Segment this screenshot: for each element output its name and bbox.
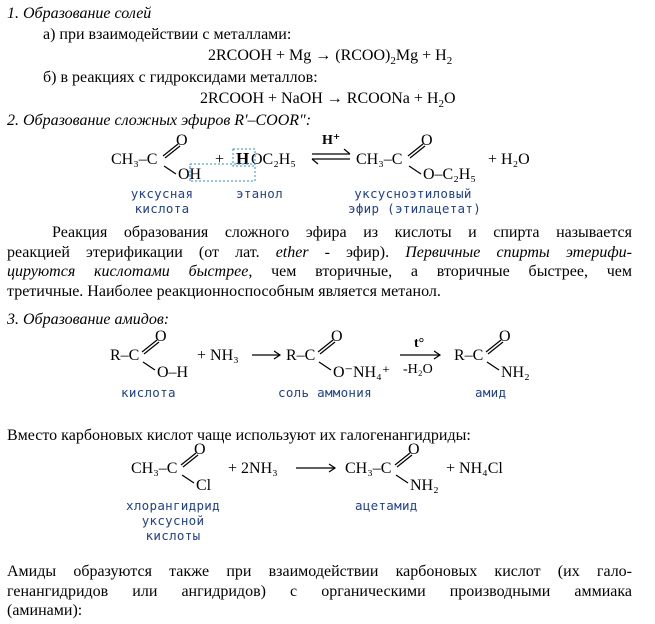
chloride-cl: Cl bbox=[196, 477, 212, 494]
ethyl-acetate-ch3c: CH₃–C bbox=[356, 151, 403, 168]
acid-rc: R–C bbox=[110, 347, 140, 364]
chloride-ch3c: CH₃–C bbox=[131, 460, 178, 477]
section-3-heading: 3. Образование амидов: bbox=[7, 311, 170, 328]
chloride-oxygen: O bbox=[194, 441, 206, 458]
acid-oxygen: O bbox=[155, 328, 167, 345]
ethanol-h: H bbox=[236, 149, 250, 168]
acyl-halide-intro: Вместо карбоновых кислот чаще используют их галогенангидриды: bbox=[7, 427, 471, 444]
salt-oxygen: O bbox=[331, 328, 343, 345]
acetic-acid-ch3c: CH₃–C bbox=[111, 151, 158, 168]
amide-label: амид bbox=[475, 385, 507, 400]
ethyl-acetate-oc2h5: O–C₂H₅ bbox=[423, 166, 476, 183]
acetyl-chloride-label: хлорангидрид уксусной кислоты bbox=[126, 498, 220, 543]
hydroxide-reaction-equation: 2RCOOH + NaOH → RCOONa + $H_2O$ bbox=[200, 90, 456, 111]
water-product: + H₂O bbox=[488, 151, 530, 168]
acetic-acid-oh: OH bbox=[178, 166, 202, 183]
ammonia-2-reagent: + 2NH₃ bbox=[228, 460, 278, 477]
ammonium-carboxylate: O⁻NH₄⁺ bbox=[333, 364, 391, 381]
amide-rc: R–C bbox=[454, 347, 484, 364]
esterification-scheme bbox=[0, 128, 655, 188]
acetic-acid-single-bond bbox=[164, 166, 176, 174]
ethanol-oc2h5: OC₂H₅ bbox=[251, 151, 296, 168]
heating-label: t° bbox=[414, 336, 425, 351]
section-2-heading: 2. Образование сложных эфиров R'–COOR": bbox=[7, 112, 312, 129]
acid-oh: O–H bbox=[157, 364, 189, 381]
acetamide-oxygen: O bbox=[408, 441, 420, 458]
esterification-paragraph: Реакция образования сложного эфира из кислоты и спирта называется реакцией этерификации (от лат. ether - эфир). Первичные спирты этерифи- цируются кислотами быстрее, чем вторичные, а вторичные быстрее, чем третичные. Наиболее реакционноспособным является метанол. bbox=[7, 224, 633, 300]
acid-catalyst-label: H⁺ bbox=[322, 133, 341, 148]
acetamide-label: ацетамид bbox=[355, 498, 418, 513]
acetamide-nh2: NH₂ bbox=[410, 477, 439, 494]
acetic-acid-oxygen: O bbox=[176, 132, 188, 149]
plus-sign: + bbox=[215, 151, 225, 168]
ethyl-acetate-oxygen: O bbox=[421, 132, 433, 149]
hydroxides-subheading: б) в реакциях с гидроксидами металлов: bbox=[43, 69, 318, 86]
section-1-heading: 1. Образование солей bbox=[7, 5, 152, 22]
amines-paragraph: Амиды образуются также при взаимодействии карбоновых кислот (их гало- генангидридов или ангидридов) с органическими производными аммиака (аминами): bbox=[7, 563, 632, 619]
amide-nh2: NH₂ bbox=[501, 364, 530, 381]
water-loss-label: -H₂O bbox=[403, 362, 433, 377]
metal-reaction-equation: 2RCOOH + $Mg \to (RCOO)_2Mg + H_2$ bbox=[208, 47, 453, 68]
amide-formation-scheme bbox=[0, 327, 655, 389]
acid-label: кислота bbox=[121, 385, 176, 400]
ammonium-salt-label: соль аммония bbox=[278, 385, 372, 400]
ethanol-label: этанол bbox=[236, 186, 283, 201]
ammonium-chloride-product: + NH₄Cl bbox=[446, 460, 503, 477]
acetamide-ch3c: CH₃–C bbox=[345, 460, 392, 477]
amide-oxygen: O bbox=[499, 328, 511, 345]
metals-subheading: а) при взаимодействии с металлами: bbox=[43, 26, 292, 43]
ammonia-reagent: + NH₃ bbox=[197, 347, 239, 364]
acetic-acid-label: уксусная кислота bbox=[130, 186, 194, 216]
salt-rc: R–C bbox=[286, 347, 316, 364]
acetyl-chloride-scheme bbox=[0, 440, 655, 498]
ethyl-acetate-label: уксусноэтиловый эфир (этилацетат) bbox=[348, 186, 482, 216]
